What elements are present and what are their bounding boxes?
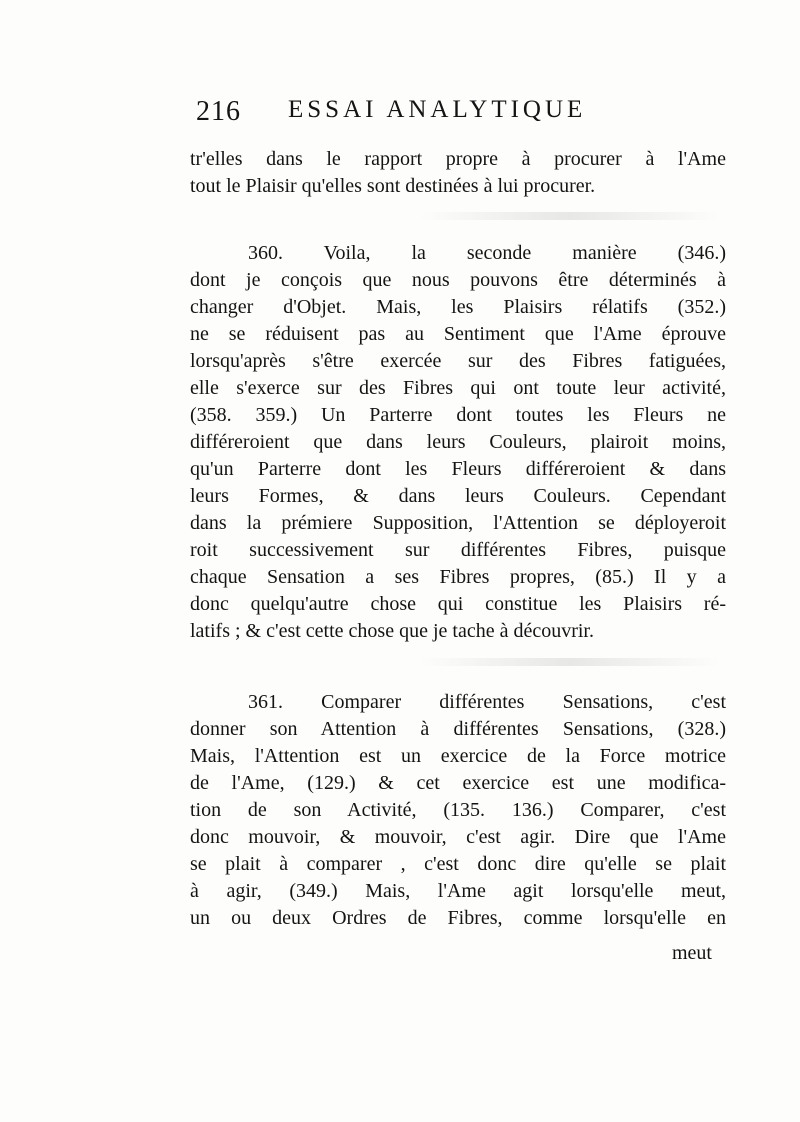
text-line: de l'Ame, (129.) & cet exercice est une modifica- xyxy=(190,772,726,794)
paragraph-gap xyxy=(190,200,726,240)
paragraph-continuation xyxy=(190,146,726,200)
text-line: différeroient que dans leurs Couleurs, plairoit moins, xyxy=(190,431,726,453)
text-line: 361. Comparer différentes Sensations, c'est xyxy=(248,691,726,713)
page-number: 216 xyxy=(196,96,241,127)
text-line: tout le Plaisir qu'elles sont destinées à lui procurer. xyxy=(190,175,596,197)
running-head: ESSAI ANALYTIQUE xyxy=(288,96,587,123)
text-line: leurs Formes, & dans leurs Couleurs. Cependant xyxy=(190,485,726,507)
text-line: dans la prémiere Supposition, l'Attention se déployeroit xyxy=(190,512,726,534)
text-line: elle s'exerce sur des Fibres qui ont toute leur activité, xyxy=(190,377,726,399)
text-line: roit successivement sur différentes Fibres, puisque xyxy=(190,539,726,561)
body-text xyxy=(190,146,726,932)
text-line: (358. 359.) Un Parterre dont toutes les Fleurs ne xyxy=(190,404,726,426)
text-line: un ou deux Ordres de Fibres, comme lorsqu'elle en xyxy=(190,907,726,929)
text-line: donc mouvoir, & mouvoir, c'est agir. Dire que l'Ame xyxy=(190,826,726,848)
text-line: à agir, (349.) Mais, l'Ame agit lorsqu'elle meut, xyxy=(190,880,726,902)
paragraph-gap xyxy=(190,645,726,689)
paragraph-361 xyxy=(190,689,726,932)
text-line: se plait à comparer , c'est donc dire qu'elle se plait xyxy=(190,853,726,875)
text-line: Mais, l'Attention est un exercice de la Force motrice xyxy=(190,745,726,767)
text-line: donner son Attention à différentes Sensations, (328.) xyxy=(190,718,726,740)
text-line: latifs ; & c'est cette chose que je tache à découvrir. xyxy=(190,620,594,642)
text-line: lorsqu'après s'être exercée sur des Fibres fatiguées, xyxy=(190,350,726,372)
text-line: tion de son Activité, (135. 136.) Comparer, c'est xyxy=(190,799,726,821)
text-line: 360. Voila, la seconde manière (346.) xyxy=(248,242,726,264)
text-line: ne se réduisent pas au Sentiment que l'Ame éprouve xyxy=(190,323,726,345)
page-header xyxy=(196,92,648,136)
text-line: tr'elles dans le rapport propre à procurer à l'Ame xyxy=(190,148,726,170)
paragraph-360 xyxy=(190,240,726,645)
text-line: dont je conçois que nous pouvons être déterminés à xyxy=(190,269,726,291)
text-line: donc quelqu'autre chose qui constitue les Plaisirs ré- xyxy=(190,593,726,615)
text-line: chaque Sensation a ses Fibres propres, (85.) Il y a xyxy=(190,566,726,588)
text-line: qu'un Parterre dont les Fleurs différeroient & dans xyxy=(190,458,726,480)
catchword: meut xyxy=(672,942,712,964)
text-line: changer d'Objet. Mais, les Plaisirs rélatifs (352.) xyxy=(190,296,726,318)
